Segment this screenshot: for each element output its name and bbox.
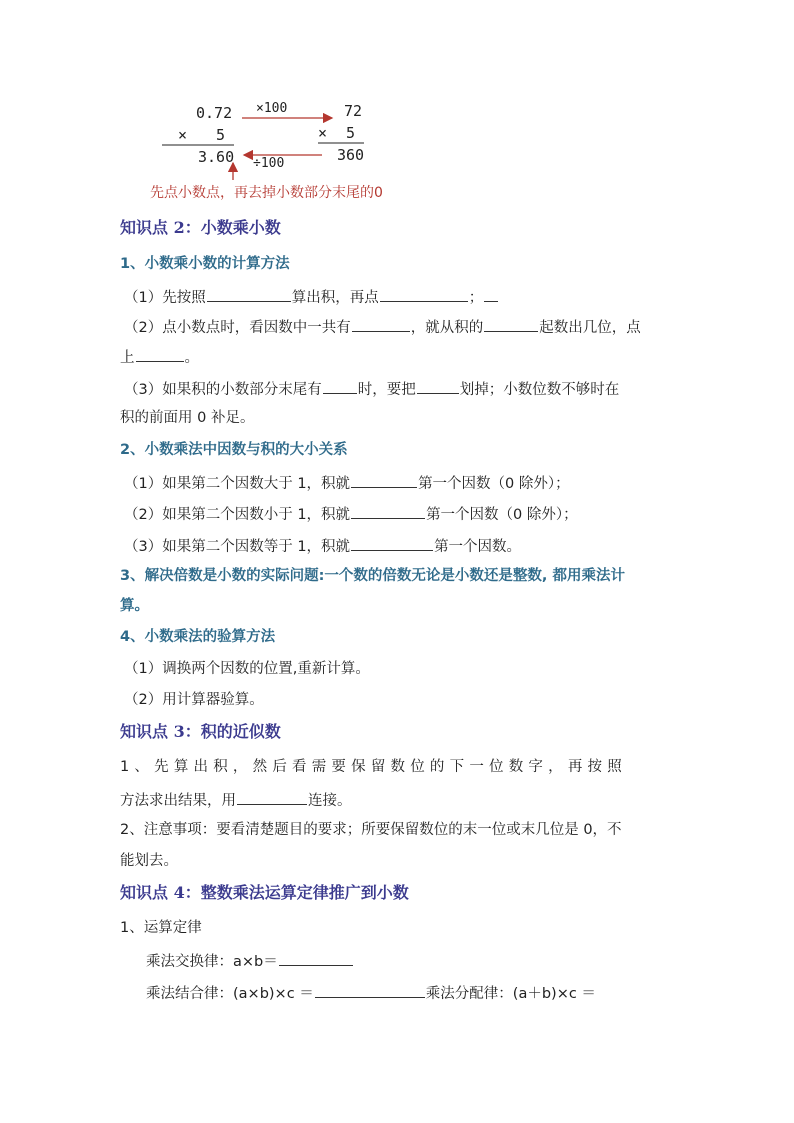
blank-4[interactable] xyxy=(484,316,538,332)
blank-5[interactable] xyxy=(136,346,184,362)
blank-2-tail xyxy=(484,286,498,302)
rule-line-4: （3）如果积的小数部分末尾有 时，要把 划掉；小数位数不够时在 xyxy=(124,378,619,400)
check-line-1: （1）调换两个因数的位置,重新计算。 xyxy=(124,661,370,677)
blank-11[interactable] xyxy=(237,789,307,805)
section4-sub1: 1、运算定律 xyxy=(120,920,202,936)
op-divide-100: ÷100 xyxy=(253,156,285,171)
section4-title: 知识点 4：整数乘法运算定律推广到小数 xyxy=(120,883,409,902)
relation-line-2: （2）如果第二个因数小于 1，积就 第一个因数（0 除外）； xyxy=(124,503,578,525)
left-multiplier: 5 xyxy=(216,126,226,144)
diagram-arrows xyxy=(0,0,794,240)
rule-line-3: 上 。 xyxy=(120,346,199,368)
left-top-number: 0.72 xyxy=(196,104,233,122)
section2-sub1: 1、小数乘小数的计算方法 xyxy=(120,256,290,272)
blank-1[interactable] xyxy=(207,286,291,302)
rule-line-1: （1）先按照 算出积，再点 ； xyxy=(124,286,499,308)
left-multiply-sign: × xyxy=(178,126,188,144)
section2-sub3-line2: 算。 xyxy=(120,598,149,614)
blank-12[interactable] xyxy=(279,950,353,966)
approx-line-1: 1、先算出积，然后看需要保留数位的下一位数字，再按照 xyxy=(120,759,627,775)
right-top-number: 72 xyxy=(344,102,363,120)
blank-13[interactable] xyxy=(315,982,425,998)
check-line-2: （2）用计算器验算。 xyxy=(124,692,264,708)
relation-line-3: （3）如果第二个因数等于 1，积就 第一个因数。 xyxy=(124,535,521,557)
blank-3[interactable] xyxy=(352,316,410,332)
diagram-note: 先点小数点，再去掉小数部分末尾的0 xyxy=(150,185,383,201)
section2-title: 知识点 2：小数乘小数 xyxy=(120,218,281,237)
right-multiplier: 5 xyxy=(346,124,356,142)
rule-line-5: 积的前面用 0 补足。 xyxy=(120,410,255,426)
blank-10[interactable] xyxy=(351,535,433,551)
right-result: 360 xyxy=(337,146,365,164)
rule-line-2: （2）点小数点时，看因数中一共有 ，就从积的 起数出几位，点 xyxy=(124,316,641,338)
section2-sub3-line1: 3、解决倍数是小数的实际问题:一个数的倍数无论是小数还是整数, 都用乘法计 xyxy=(120,568,625,584)
blank-2[interactable] xyxy=(380,286,468,302)
section2-sub4: 4、小数乘法的验算方法 xyxy=(120,629,276,645)
right-multiply-sign: × xyxy=(318,124,328,142)
blank-6[interactable] xyxy=(323,378,357,394)
law-commutative: 乘法交换律：a×b＝ xyxy=(146,950,354,972)
approx-line-2: 方法求出结果，用 连接。 xyxy=(120,789,352,811)
section2-sub2: 2、小数乘法中因数与积的大小关系 xyxy=(120,442,348,458)
op-times-100: ×100 xyxy=(256,101,288,116)
blank-9[interactable] xyxy=(351,503,425,519)
law-associative-distributive: 乘法结合律：(a×b)×c ＝ 乘法分配律：(a＋b)×c ＝ xyxy=(146,982,596,1004)
relation-line-1: （1）如果第二个因数大于 1，积就 第一个因数（0 除外）； xyxy=(124,472,570,494)
section3-title: 知识点 3：积的近似数 xyxy=(120,722,281,741)
left-result: 3.60 xyxy=(198,148,235,166)
blank-7[interactable] xyxy=(417,378,459,394)
approx-line-3: 2、注意事项：要看清楚题目的要求；所要保留数位的末一位或末几位是 0，不 xyxy=(120,822,622,838)
blank-8[interactable] xyxy=(351,472,417,488)
approx-line-4: 能划去。 xyxy=(120,853,178,869)
